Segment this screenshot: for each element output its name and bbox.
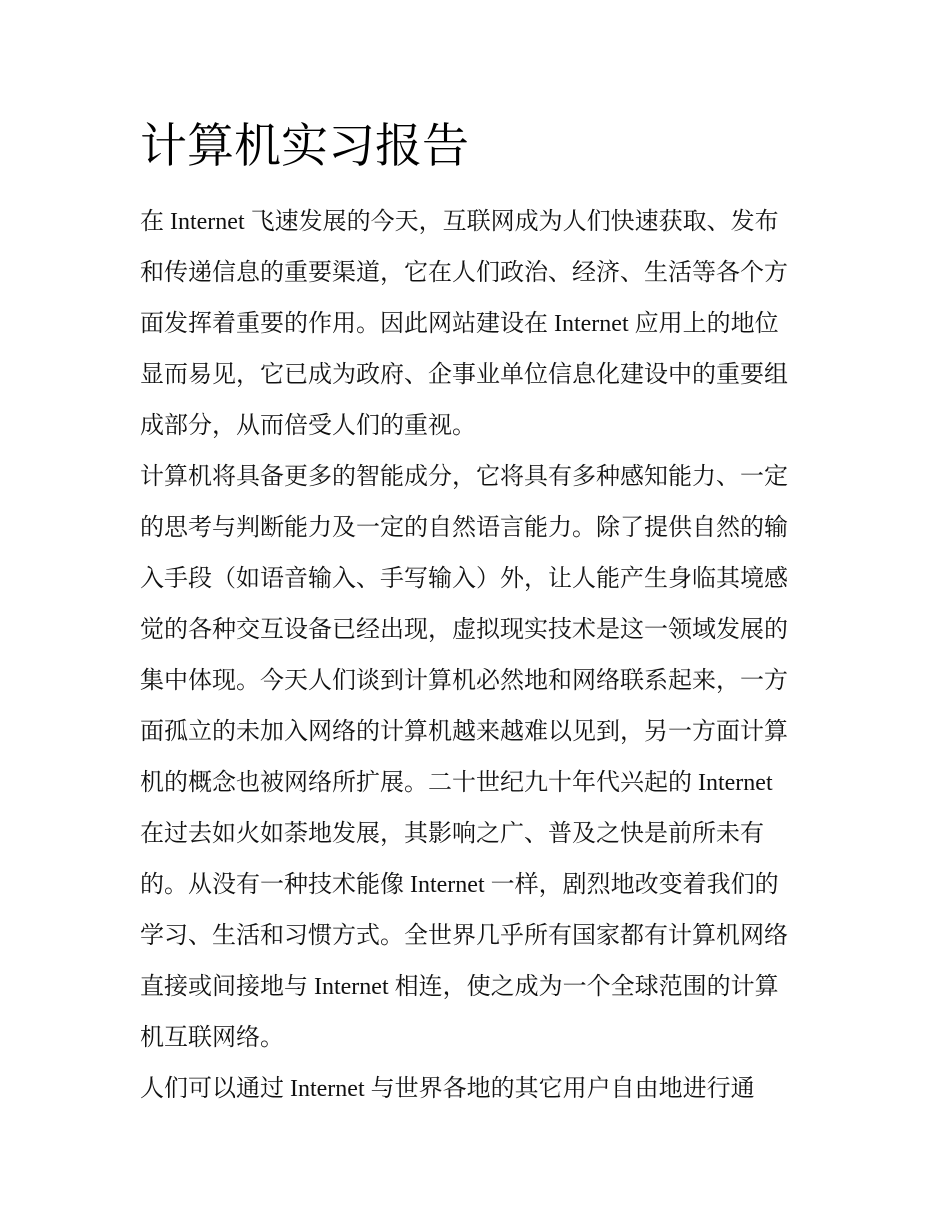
paragraph-line: 在过去如火如荼地发展，其影响之广、普及之快是前所未有: [140, 821, 764, 847]
paragraph-line: 成部分，从而倍受人们的重视。: [140, 413, 476, 439]
paragraph-line: 觉的各种交互设备已经出现，虚拟现实技术是这一领域发展的: [140, 617, 788, 643]
paragraph-line: 入手段（如语音输入、手写输入）外，让人能产生身临其境感: [140, 566, 788, 592]
paragraph-line: 在 Internet 飞速发展的今天，互联网成为人们快速获取、发布: [140, 209, 779, 235]
paragraph-line: 学习、生活和习惯方式。全世界几乎所有国家都有计算机网络: [140, 923, 788, 949]
paragraph-line: 计算机将具备更多的智能成分，它将具有多种感知能力、一定: [140, 464, 788, 490]
paragraph-line: 显而易见，它已成为政府、企事业单位信息化建设中的重要组: [140, 362, 788, 388]
paragraph-line: 面孤立的未加入网络的计算机越来越难以见到，另一方面计算: [140, 719, 788, 745]
paragraph-line: 面发挥着重要的作用。因此网站建设在 Internet 应用上的地位: [140, 311, 779, 337]
paragraph-line: 机的概念也被网络所扩展。二十世纪九十年代兴起的 Internet: [140, 770, 773, 796]
paragraph-line: 直接或间接地与 Internet 相连，使之成为一个全球范围的计算: [140, 974, 779, 1000]
paragraph-line: 集中体现。今天人们谈到计算机必然地和网络联系起来，一方: [140, 668, 788, 694]
page-title: 计算机实习报告: [140, 119, 469, 174]
paragraph-line: 和传递信息的重要渠道，它在人们政治、经济、生活等各个方: [140, 260, 788, 286]
paragraph-line: 机互联网络。: [140, 1025, 284, 1051]
paragraph-line: 的。从没有一种技术能像 Internet 一样，剧烈地改变着我们的: [140, 872, 779, 898]
paragraph-line: 的思考与判断能力及一定的自然语言能力。除了提供自然的输: [140, 515, 788, 541]
paragraph-line: 人们可以通过 Internet 与世界各地的其它用户自由地进行通: [140, 1076, 755, 1102]
